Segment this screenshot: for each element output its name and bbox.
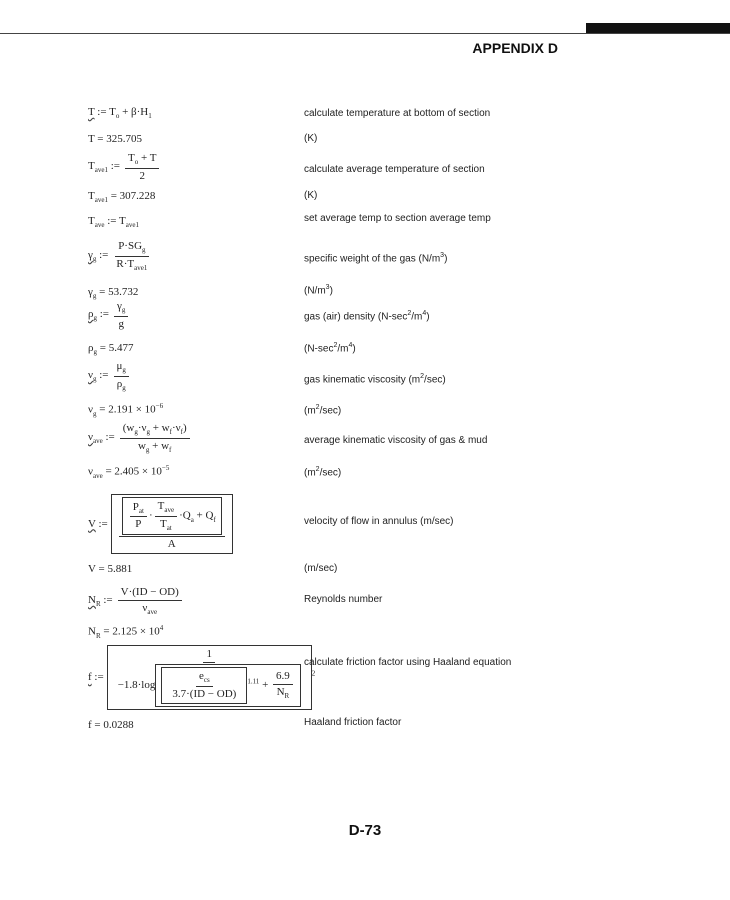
equation-row-15: V = 5.881 xyxy=(88,563,133,575)
equation-row-12: $\nu_{ave}$ := $\frac{(w_g\cdot\nu_g + w_f\cdot\nu_f)}{w_g + w_f}$ xyxy=(88,422,192,454)
equation-row-10: $\nu_g$ := $\frac{\mu_g}{\rho_g}$ xyxy=(88,360,131,392)
description-row-15: (m/sec) xyxy=(304,563,338,574)
page-header-title: APPENDIX D xyxy=(472,40,558,56)
equation-row-4: $T_{ave1} = 307.228$ xyxy=(88,190,156,205)
description-row-3: calculate average temperature of section xyxy=(304,164,485,175)
equation-row-17: $N_R = 2.125 \times 10^4$ xyxy=(88,624,164,640)
equation-row-7: $\gamma_g = 53.732$ xyxy=(88,286,139,301)
description-row-1: calculate temperature at bottom of section xyxy=(304,108,491,119)
header-bar xyxy=(586,23,730,33)
equation-row-16: $N_R$ := $\frac{V\cdot(ID - OD)}{\nu_{ave}}$ xyxy=(88,586,184,617)
equation-row-11: $\nu_g = 2.191 \times 10^{-6}$ xyxy=(88,402,164,418)
page-number: D-73 xyxy=(348,822,382,839)
description-row-18: calculate friction factor using Haaland equation xyxy=(304,657,512,668)
description-row-10: gas kinematic viscosity $(m^2/\sec)$ xyxy=(304,373,446,386)
description-row-9: $(N-\sec^2/m^4)$ xyxy=(304,342,356,355)
equation-row-14: V := $\frac{P_{at}}{P}$ · $\frac{T_{ave}}{T_{at}}$ $\cdot Q_a + Q_f$ A xyxy=(88,494,233,554)
description-row-4: (K) xyxy=(304,190,318,201)
description-row-7: $(N/m^3)$ xyxy=(304,284,333,297)
equation-row-9: $\rho_g = 5.477$ xyxy=(88,342,134,357)
equation-row-2: T = 325.705 xyxy=(88,133,142,145)
equation-row-3: $T_{ave1}$ := $\frac{T_o + T}{2}$ xyxy=(88,152,161,183)
description-row-8: gas (air) density $(N-\sec^2/m^4)$ xyxy=(304,310,430,323)
description-row-6: specific weight of the gas $(N/m^3)$ xyxy=(304,252,448,265)
equation-row-18: f := 1 −1.8·log $\frac{e_{cs}}{3.7\cdot(ID - OD)}$ $^{1.11}$ + $\frac{6.9}{N_R}$ $^2$ xyxy=(88,645,315,710)
equation-row-1: T := $T_o + \beta\cdot H_1$ xyxy=(88,106,152,121)
description-row-2: (K) xyxy=(304,133,318,144)
description-row-11: $(m^2/\sec)$ xyxy=(304,404,342,417)
header-rule xyxy=(0,33,730,34)
equation-row-6: $\gamma_g$ := $\frac{P\cdot SG_g}{R\cdot T_{ave1}}$ xyxy=(88,240,148,272)
description-row-5: set average temp to section average temp xyxy=(304,213,491,224)
equation-row-13: $\nu_{ave} = 2.405 \times 10^{-5}$ xyxy=(88,464,170,480)
description-row-19: Haaland friction factor xyxy=(304,717,402,728)
equation-row-19: f = 0.0288 xyxy=(88,719,134,731)
description-row-12: average kinematic viscosity of gas & mud xyxy=(304,435,488,446)
description-row-14: velocity of flow in annulus (m/sec) xyxy=(304,516,454,527)
description-row-16: Reynolds number xyxy=(304,594,383,605)
description-row-13: $(m^2/\sec)$ xyxy=(304,466,342,479)
equation-row-8: $\rho_g$ := $\frac{\gamma_g}{g}$ xyxy=(88,300,130,331)
equation-row-5: $T_{ave}$ := $T_{ave1}$ xyxy=(88,215,139,230)
